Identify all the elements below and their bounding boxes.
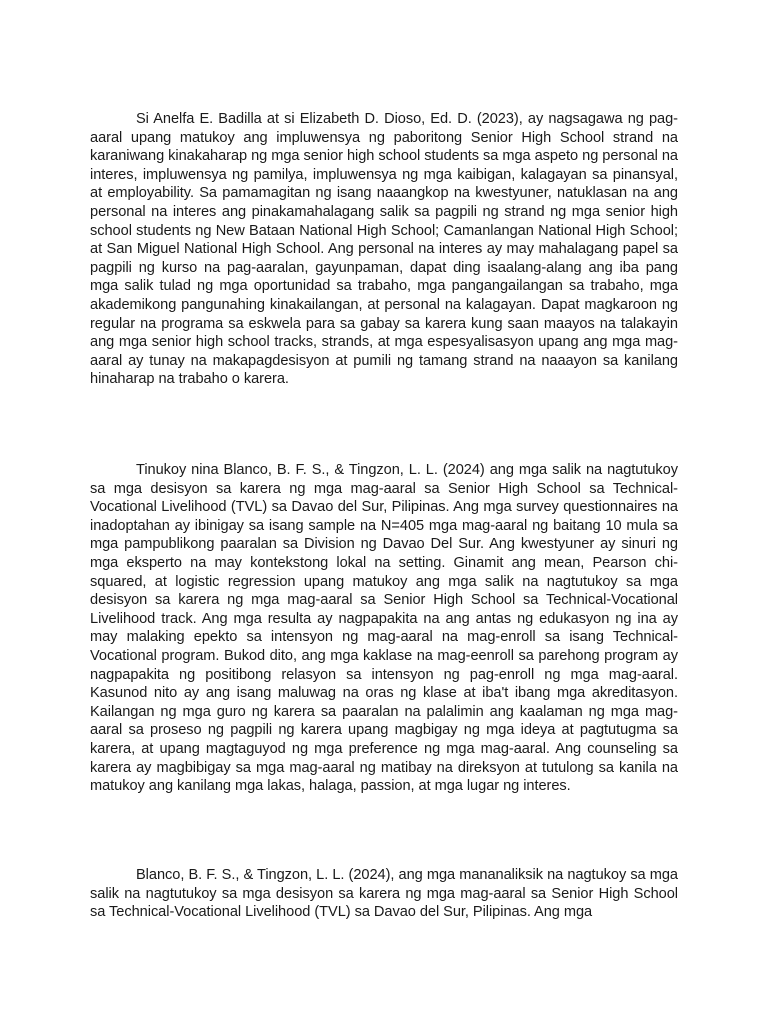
paragraph-badilla-dioso-study: Si Anelfa E. Badilla at si Elizabeth D. Dioso, Ed. D. (2023), ay nagsagawa ng pag-aaral upang matukoy ang impluwensya ng paboritong Senior High School strand na karaniwang kinakaharap ng mga senior high school students sa mga aspeto ng personal na interes, impluwensya ng pamilya, impluwensya ng mga kaibigan, kalagayan sa pinansyal, at employability. Sa pamamagitan ng isang naaangkop na kwestyuner, natuklasan na ang personal na interes ang pinakamahalagang salik sa pagpili ng strand ng mga senior high school students ng New Bataan National High School; Camanlangan National High School; at San Miguel National High School. Ang personal na interes ay may mahalagang papel sa pagpili ng kurso na pag-aaralan, gayunpaman, dapat ding isaalang-alang ang iba pang mga salik tulad ng mga oportunidad sa trabaho, mga pangangailangan sa trabaho, mga akademikong pangunahing kinakailangan, at personal na kalagayan. Dapat magkaroon ng regular na programa sa eskwela para sa gabay sa karera kung saan maayos na talakayin ang mga senior high school tracks, strands, at mga espesyalisasyon upang ang mga mag-aaral ay tunay na makapagdesisyon at pumili ng tamang strand na naaayon sa kanilang hinaharap na trabaho o karera. <box>90 111 678 388</box>
paragraph-blanco-tingzon-study: Tinukoy nina Blanco, B. F. S., & Tingzon, L. L. (2024) ang mga salik na nagtutukoy sa mga desisyon sa karera ng mga mag-aaral sa Senior High School sa Technical-Vocational Livelihood (TVL) sa Davao del Sur, Pilipinas. Ang mga survey questionnaires na inadoptahan ay ibinigay sa isang sample na N=405 mga mag-aaral ng baitang 10 mula sa mga pampublikong paaralan sa Division ng Davao Del Sur. Ang kwestyuner ay sinuri ng mga eksperto na may kontekstong lokal na setting. Ginamit ang mean, Pearson chi-squared, at logistic regression upang matukoy ang mga salik na nagtutukoy sa mga desisyon sa karera ng mga mag-aaral sa Senior High School sa Technical-Vocational Livelihood track. Ang mga resulta ay nagpapakita na ang antas ng edukasyon ng ina ay may malaking epekto sa intensyon ng mag-aaral na mag-enroll sa isang Technical-Vocational program. Bukod dito, ang mga kaklase na mag-eenroll sa parehong program ay nagpapakita ng positibong relasyon sa intensyon ng pag-enroll ng mga mag-aaral. Kasunod nito ay ang isang maluwag na oras ng klase at iba't ibang mga akreditasyon. Kailangan ng mga guro ng karera sa paaralan na palalimin ang kaalaman ng mga mag-aaral sa proseso ng pagpili ng karera upang magbigay ng mga ideya at pagtutugma sa karera, at upang magtaguyod ng mga preference ng mga mag-aaral. Ang counseling sa karera ay magbibigay sa mga mag-aaral ng matibay na direksyon at tutulong sa kanila na matukoy ang kanilang mga lakas, halaga, passion, at mga lugar ng interes. <box>90 462 678 795</box>
paragraph-blanco-tingzon-continued: Blanco, B. F. S., & Tingzon, L. L. (2024), ang mga mananaliksik na nagtukoy sa mga salik na nagtutukoy sa mga desisyon sa karera ng mga mag-aaral sa Senior High School sa Technical-Vocational Livelihood (TVL) sa Davao del Sur, Pilipinas. Ang mga <box>90 867 678 921</box>
